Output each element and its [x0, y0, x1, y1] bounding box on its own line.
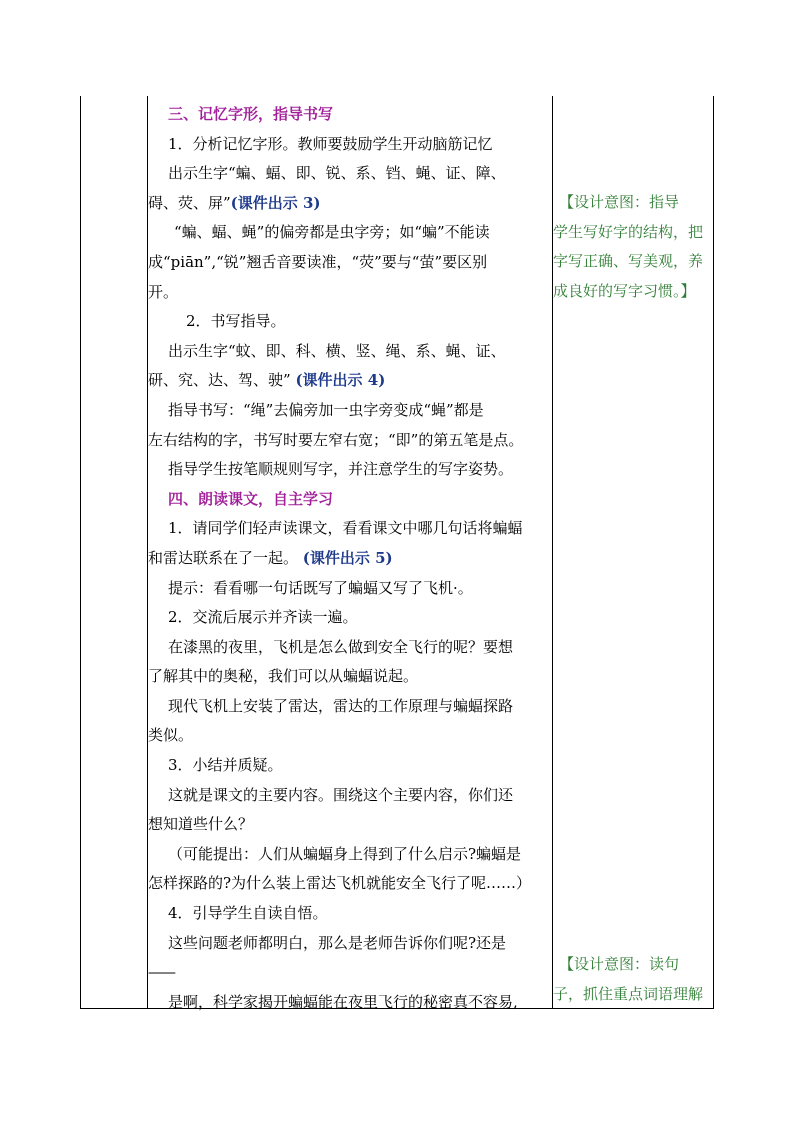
design-note-line: 字写正确、写美观，养 — [553, 252, 704, 271]
table-border-left — [80, 96, 81, 1009]
paragraph-line: 提示：看看哪一句话既写了蝙蝠又写了飞机·。 — [168, 578, 473, 597]
paragraph-line: 4．引导学生自读自悟。 — [168, 904, 328, 923]
paragraph-line: 1．请同学们轻声读课文，看看课文中哪几句话将蝙蝠 — [168, 519, 523, 538]
paragraph-line: 现代飞机上安装了雷达，雷达的工作原理与蝙蝠探路 — [168, 696, 514, 715]
courseware-ref: (课件出示 3) — [230, 193, 321, 212]
main-content-column — [148, 100, 552, 1017]
paragraph-line: 是啊，科学家揭开蝙蝠能在夜里飞行的秘密真不容易, — [168, 992, 518, 1011]
design-note-line: 成良好的写字习惯。】 — [553, 281, 696, 300]
design-note-line: 【设计意图：指导 — [559, 193, 680, 211]
paragraph-line: 2．书写指导。 — [186, 312, 286, 331]
paragraph-text: 研、究、达、驾、驶” — [148, 371, 291, 390]
design-note-line: 【设计意图：读句 — [559, 955, 680, 973]
paragraph-line: 在漆黑的夜里，飞机是怎么做到安全飞行的呢？要想 — [168, 637, 514, 656]
paragraph-text: 和雷达联系在了一起。 — [148, 548, 299, 567]
design-note-line: 学生写好字的结构，把 — [553, 222, 704, 241]
paragraph-line: 指导书写：“绳”去偏旁加一虫字旁变成“蝇”都是 — [168, 400, 484, 419]
paragraph-line: 左右结构的字，书写时要左窄右宽；“即”的第五笔是点。 — [148, 430, 524, 449]
paragraph-line: 3．小结并质疑。 — [168, 756, 283, 775]
courseware-ref: (课件出示 5) — [302, 548, 393, 567]
courseware-ref: (课件出示 4) — [295, 371, 386, 390]
design-note-1 — [553, 188, 713, 306]
design-note-2 — [553, 950, 713, 1009]
paragraph-line: 这些问题老师都明白，那么是老师告诉你们呢?还是 — [168, 933, 507, 952]
paragraph-line: 2．交流后展示并齐读一遍。 — [168, 608, 358, 627]
design-note-line: 子，抓住重点词语理解 — [553, 984, 704, 1003]
paragraph-line: 出示生字“蚊、即、科、横、竖、绳、系、蝇、证、 — [168, 341, 506, 360]
paragraph-line: 出示生字“蝙、蝠、即、锐、系、铛、蝇、证、障、 — [168, 164, 506, 183]
paragraph-line: 类似。 — [148, 726, 194, 745]
section-heading-4: 四、朗读课文，自主学习 — [168, 489, 334, 508]
paragraph-line: 这就是课文的主要内容。围绕这个主要内容，你们还 — [168, 785, 514, 804]
paragraph-line: 成“piān”,“锐”翘舌音要读准，“荧”要与“萤”要区别 — [148, 252, 488, 271]
paragraph-line: 指导学生按笔顺规则写字，并注意学生的写字姿势。 — [168, 460, 514, 479]
paragraph-line: 了解其中的奥秘，我们可以从蝙蝠说起。 — [148, 667, 419, 686]
paragraph-line — [148, 544, 552, 574]
paragraph-line: “蝙、蝠、蝇”的偏旁都是虫字旁；如“蝙”不能读 — [174, 223, 490, 242]
table-border-right — [713, 96, 714, 1009]
paragraph-line: 怎样探路的?为什么装上雷达飞机就能安全飞行了呢……） — [148, 874, 532, 893]
paragraph-text: 碍、荧、屏” — [148, 193, 231, 212]
paragraph-line — [148, 366, 552, 396]
paragraph-line: 想知道些什么？ — [148, 815, 254, 834]
paragraph-line: 开。 — [148, 282, 179, 301]
paragraph-line — [148, 189, 552, 219]
paragraph-line: —— — [148, 963, 174, 982]
paragraph-line: （可能提出：人们从蝙蝠身上得到了什么启示?蝙蝠是 — [168, 844, 522, 863]
paragraph-line: 1．分析记忆字形。教师要鼓励学生开动脑筋记忆 — [168, 134, 493, 153]
section-heading-3: 三、记忆字形，指导书写 — [168, 105, 334, 123]
